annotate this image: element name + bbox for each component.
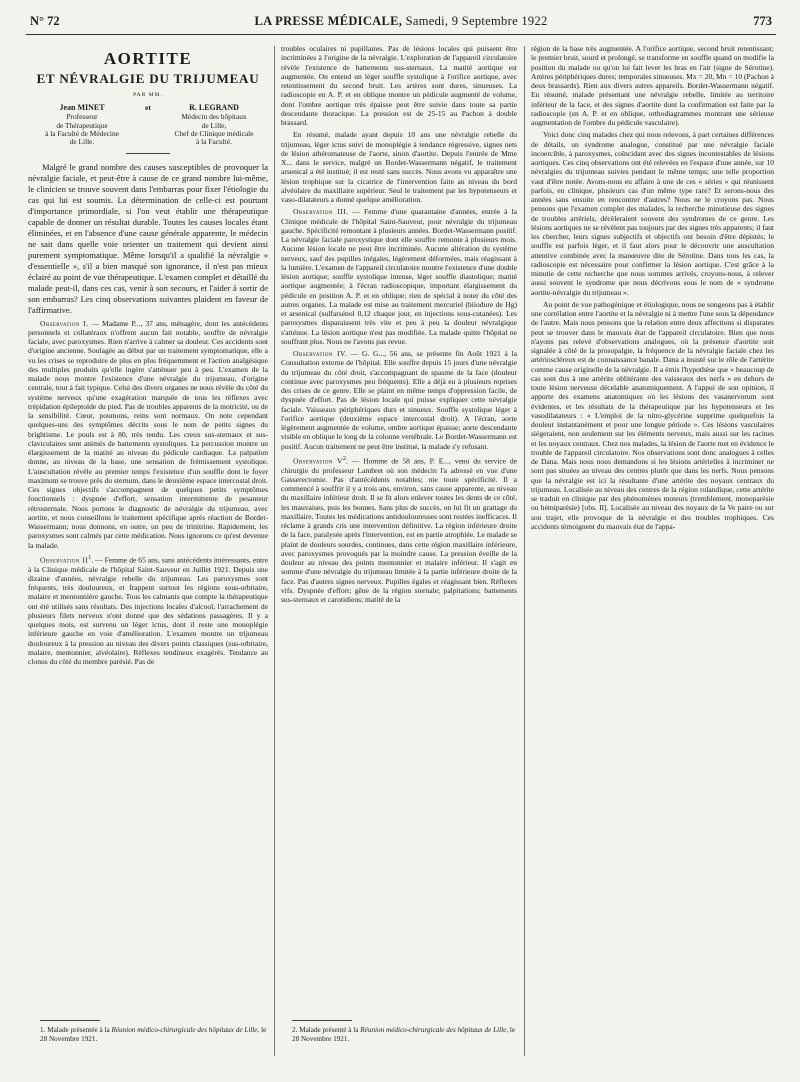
author-name: Jean MINET: [59, 103, 105, 113]
footnote-text: 2. Malade présenté à la: [292, 1026, 361, 1034]
observation-label: Observation III.: [293, 207, 349, 217]
issue-date: Samedi, 9 Septembre 1922: [405, 14, 548, 28]
observation-4: [281, 349, 517, 451]
author-title-line: Chef de Clinique médicale: [174, 128, 254, 138]
journal-name: LA PRESSE MÉDICALE,: [254, 14, 403, 28]
by-line: PAR MM.: [133, 92, 163, 98]
footnote-rule: [40, 1020, 100, 1021]
page-number: 773: [753, 14, 772, 28]
column-2: [281, 44, 517, 1074]
author-title-line: à la Faculté de Médecine: [45, 128, 119, 138]
observation-label: Observation I.: [40, 318, 89, 328]
observation-1: [28, 319, 268, 550]
observation-text: . — Homme de 58 ans, P. E..., venu du service de chirurgie du professeur Lambret où son médecin l'a adressé en vue d'une Gasserectomie. Pas d'antécédents notables; nie toute spécificité. Il a commencé à souffrir il y a trois ans, environ, sans cause apparente, au niveau du maxillaire inférieur droit. Il se fit alors enlever toutes les dents de ce côté, les mauvaises, puis les bonnes. Sans plus de succès, on lui fit un grattage du maxillaire. Toutes les médications antidouloureuses sont restées inefficaces. Il réclame à grands cris une intervention définitive. La région inférieure droite de la face, paralysée après l'intervention, est en partie atrophiée. Le malade se plaint de douleurs sourdes, continues, dans cette région maxillaire inférieure, avec paroxysmes provoqués par la moindre cause. La pression éveille de la douleur au niveau des points mentonnier et malaire inférieur. Il s'agit en somme d'une névralgie du trijumeau limitée à la partie inférieure droite de la face. Pas d'autres signes nerveux. Pupilles égales et réagissant bien. Réflexes vifs. Dyspnée d'effort; gêne de la région sternale; palpitations; battements sus-sternaux et carotidiens; matité de la: [281, 456, 517, 605]
author-title-line: Médecin des hôpitaux: [181, 112, 247, 122]
article-subtitle: ET NÉVRALGIE DU TRIJUMEAU: [36, 71, 260, 86]
footnote-venue: Réunion médico-chirurgicale des hôpitaux de Lille: [111, 1026, 258, 1034]
title-rule: [126, 153, 170, 154]
discussion-paragraph: Voici donc cinq malades chez qui nous relevons, à part certaines différences de détails, un syndrome analogue, constitué par une névralgie faciale incoercible, à paroxysmes, coïncidant avec des signes incontestables de lésions aortiques. Ces cinq observations ont été relevées en l'espace d'une année, sur 10 névralgies du trijumeau suivies pendant le même temps; une telle proportion vaut d'être notée. Avons-nous eu affaire à une de ces « séries » qui réunissent parfois, en clinique, plusieurs cas d'un même type rare? Et serons-nous des années sans ensuite en rencontrer d'autres? Nous ne le croyons pas. Nous pensons que l'examen complet des malades, la recherche minutieuse des signes de troubles artériels, décèleraient souvent des syndromes de ce genre. Les lésions aortiques ne se révèlent pas toujours par des signes très apparents; il faut les chercher, leurs signes subjectifs et objectifs ont besoin d'être dépistés; le souffle est parfois léger, et il faut alors pour le découvrir une auscultation attentive combinée avec la manœuvre dite de Sérotine. Dans tous les cas, la radioscopie est nécessaire pour confirmer la lésion aortique. C'est grâce à la minutie de cette recherche que nous sommes arrivés, croyons-nous, à relever aussi souvent le syndrome que nous décrivons sous le nom de « syndrome aortite-névralgie du trijumeau ».: [531, 130, 774, 297]
footnote-marker: 2: [342, 454, 347, 462]
introduction: [28, 162, 268, 315]
footnote-venue: Réunion médico-chirurgicale des hôpitaux de Lille: [360, 1026, 507, 1034]
footnote-text: 1. Malade présentée à la: [40, 1026, 112, 1034]
page-header: [26, 14, 776, 35]
author-name: R. LEGRAND: [189, 103, 239, 113]
footnote-rule: [292, 1020, 352, 1021]
column-divider: [524, 46, 525, 1056]
paragraph: troubles oculaires ni pupillaires. Pas de lésions locales qui puissent être incriminées à l'origine de la névralgie. L'exploration de l'appareil circulatoire révèle l'existence de battements sus-sternaux. La matité aortique est augmentée. On entend un léger souffle systolique à l'orifice aortique, avec retentissement du second bruit. Les artères sont dures, sinueuses. La radioscopie en A. P. et en oblique montre un pédicule augmenté de volume, dont l'ombre aortique très épaisse peut être suivie dans toute sa partie descendante thoracique. La pression est de 25-15 au Pachon à double brassard.: [281, 44, 517, 127]
author-title-line: de Thérapeutique: [56, 120, 108, 130]
discussion-paragraph: Au point de vue pathogénique et étiologique, nous ne songeons pas à établir une corrélation entre l'aortite et la névralgie ni à mettre l'une sous la dépendance de l'autre. Mais nous pensons que la relation entre deux affections si disparates peut se trouver dans le mauvais état de l'appareil circulatoire. Bien que nous n'ayons pas relevé d'observations analogues, où la présence d'aortite soit signalée à côté de la prosopalgie, la fréquence de la névralgie faciale chez les artérioscléreux est de connaissance banale. Dana a insisté sur le rôle de l'artérite comme cause originelle de la névralgie. Il a émis l'hypothèse que « beaucoup de cas sont dus à une artérite oblitérante des vaisseaux des nerfs » en dehors de toute lésion nerveuse décelable anatomiquement. A l'appui de son opinion, il apporte des examens anatomiques où les lésions des vasanervorum sont évidentes, et les résultats de la thérapeutique par les hypotenseurs et les vasodilatateurs : « L'emploi de la nitro-glycérine supprime quelquefois la douleur instantanément et pour une longue période ». Ces lésions vasculaires siégeraient, non seulement sur les éléments nerveux, mais aussi sur les racines et les noyaux centraux. Chez nos malades, la lésion de l'aorte met en évidence le trouble de l'appareil circulatoire. Nos observations sont donc analogues à celles de Dana. Mais nous nous demandons si les lésions artérielles à incriminer ne sont pas situées au niveau des centres plutôt que dans les nerfs. Nous pensons que la névralgie est ici la résultante d'une artérite des noyaux centraux du trijumeau. Localisée au niveau des centres de la région rolandique, cette artérite se traduit en clinique par des phénomènes moteurs (tremblement, monoparésie ou hémiparésie) [obs. II]. Localisée au niveau des noyaux de la Ve paire ou sur son trajet, elle provoque de la névralgie et des troubles trophiques. Ces accidents témoignent du mauvais état de l'appa-: [531, 299, 774, 531]
footnote-1: [40, 1026, 270, 1044]
paragraph: région de la base très augmentée. A l'orifice aortique, second bruit retentissant; le premier bruit, sourd et prolongé, se transforme en souffle quand on modifie la position du malade ou qu'on lui fait lever les bras en l'air (signe de Sérotine). Artères périphériques dures; temporales sinueuses. Mx = 20, Mn = 10 (Pachon à deux brassards). Rien aux divers autres appareils. Bordet-Wassermann négatif. En résumé, malade présentant une névralgie rebelle, limitée au territoire inférieur de la face, et des signes d'aortite dont la confirmation est faite par la radioscopie (en A. P. et en oblique, orthodiagrammes montrant une sérieuse augmentation de l'ombre du pédicule vasculaire).: [531, 44, 774, 127]
column-3: [531, 44, 774, 1074]
observation-label: Observation II: [40, 555, 89, 565]
author-legrand: [160, 104, 268, 146]
author-conjunction: et: [145, 103, 151, 113]
footnote-text: , le 28 Novembre 1921.: [292, 1026, 516, 1043]
footnote-2: [292, 1026, 517, 1044]
authors-block: [28, 104, 268, 146]
footnote-marker: 1: [88, 553, 92, 561]
observation-label: Observation V: [293, 456, 343, 466]
author-title-line: de Lille.: [69, 137, 95, 147]
footnote-text: , le 28 Novembre 1921.: [40, 1026, 267, 1043]
observation-text: — Femme d'une quarantaine d'années, entrée à la Clinique médicale de l'hôpital Saint-Sauveur, pour névralgie du trijumeau gauche. Spécificité remontant à plusieurs années. Bordet-Wassermann positif. La névralgie faciale paroxystique dont elle souffre remonte à plusieurs mois. Aucune lésion locale ne peut être incriminée. Aucune altération du système nerveux, sauf des pupilles inégales, légèrement déformées, mais réagissant à la lumière. L'examen de l'appareil circulatoire montre l'existence d'une double lésion aortique; souffle systolique intense, léger souffle diastolique; matité aortique augmentée; à l'écran radioscopique, important élargissement du pédicule en position A. P. et en oblique; rien de spécial à noter du côté des autres organes. La malade est mise au traitement mercuriel (biiodure de Hg) et arsenical (sulfarsénol 0,12 chaque jour, en injections sous-cutanées). Les paroxysmes disparaissent très vite et peu à peu la douleur névralgique s'atténue. La lésion aortique n'est pas modifiée. La malade quitte l'hôpital ne souffrant plus. Nous ne l'avons pas revue.: [281, 207, 517, 346]
column-divider: [274, 46, 275, 1056]
journal-title-line: [26, 14, 776, 29]
observation-label: Observation IV.: [293, 349, 348, 358]
article-title: AORTITE: [103, 49, 193, 68]
intro-paragraph: Malgré le grand nombre des causes susceptibles de provoquer la névralgie faciale, et peut-être à cause de ce grand nombre lui-même, le clinicien se trouve souvent dans l'embarras pour fixer l'étiologie du cas qui lui est soumis. La détermination de celle-ci est pourtant d'importance primordiale, si l'on veut établir une thérapeutique capable de donner un résultat durable. Toutes les causes locales étant éliminées, et en l'absence d'une cause générale apparente, le médecin ne sait dans quelle voie orienter un traitement qui devient ainsi purement symptomatique. Même lorsqu'il a qualifié la névralgie « d'essentielle », s'il a bien masqué son ignorance, il n'est pas mieux éclairé au point de vue thérapeutique. L'examen complet et détaillé du malade peut-il, dans ces cas, venir à son secours, et l'aider à sortir de son embarras? Les cinq observations suivantes plaident en faveur de l'affirmative.: [28, 162, 268, 315]
issue-number: N° 72: [30, 14, 60, 28]
author-minet: [28, 104, 136, 146]
observation-3: [281, 207, 517, 346]
author-title-line: Professeur: [66, 112, 98, 122]
observation-2: [28, 553, 268, 667]
observation-text: — G. G..., 56 ans, se présente fin Août 1921 à la Consultation externe de l'hôpital. Elle souffre depuis 15 jours d'une névralgie du trijumeau du côté droit, s'accompagnant de spasme de la face (douleur continue avec paroxysmes peu fréquents). Elle a déjà eu à plusieurs reprises des crises de ce genre. Elle se plaint en même temps d'oppression facile, de dyspnée d'effort. Pas de lésion locale qui puisse expliquer cette névralgie faciale. Vaisseaux périphériques durs et sinueux. Souffle systolique léger à l'orifice aortique (deuxième espace intercostal droit). A l'écran, aorte légèrement augmentée de volume, ombre aortique épaisse; aorte descendante visible en oblique le long de la colonne vertébrale. Le Bordet-Wassermann est positif. Aucun traitement ne peut être institué, la malade s'y refusant.: [281, 349, 517, 451]
author-title-line: de Lille,: [201, 120, 227, 130]
observation-text: . — Femme de 65 ans, sans antécédents intéressants, entre à la Clinique médicale de l'hôpital Saint-Sauveur en Juillet 1921. Depuis une dizaine d'années, névralgie rebelle du trijumeau. Les paroxysmes sont fréquents, très douloureux, et frappent surtout les régions sous-orbitaire, malaire et mentonnière gauche. Tous les calmants que compte la thérapeutique ont été utilisés sans résultats. Des injections locales d'alcool, l'arrachement de plusieurs filets nerveux n'ont donné que des sédations passagères. Il y a quelques mois, est survenu un léger ictus, dont il reste une monoplégie inférieure gauche en voie d'amélioration. L'examen montre un trijumeau douloureux à la pression au niveau des divers points classiques (sus-orbitaire, malaire, mentonnier, alvéolaire). Réflexes tendineux exagérés. Tendance au clonus du côté du membre parésié. Pas de: [28, 555, 268, 667]
column-1: [28, 44, 268, 1074]
observation-5: [281, 454, 517, 605]
observation-text: — Madame P..., 37 ans, ménagère, dont les antécédents personnels et collatéraux n'offrent aucun fait notable, souffre de névralgie faciale, avec paroxysmes. Rien n'arrive à calmer sa douleur. Ces accidents sont d'origine ancienne. Soulagée au début par un traitement symptomatique, elle a vu les crises se reproduire de plus en plus fréquemment et l'action analgésique des multiples produits qu'elle ingère s'atténuer peu à peu. L'examen de la malade nous montre l'existence d'une névralgie du trijumeau, d'origine centrale, tout à fait typique. Celui des divers organes ne nous révèle du côté du système nerveux qu'une exagération marquée de tous les réflexes avec trépidation épileptoïde du pied. Pas de troubles apparents de la motricité, ou de la sensibilité. Cœur, poumons, reins sont normaux. On note cependant quelques-uns des symptômes décrits sous le nom de petits signes du brightisme. Le pouls est à 80, très tendu. Les creux sus-sternaux et sus-claviculaires sont animés de battements systoliques. La percussion montre un élargissement de la matité au niveau du pédicule cardiaque. La palpation donne, au niveau de la base, une sensation de frémissement systolique. L'auscultation révèle au premier temps l'existence d'un souffle dont le foyer maximum se trouve près du sternum, dans le deuxième espace intercostal droit. Ces signes objectifs s'accompagnent de quelques petits symptômes fonctionnels : dyspnée d'effort, sensation intermittente de pesanteur rétrosternale. Nous portons le diagnostic de névralgie du trijumeau, avec aortite, et nous conseillons le traitement spécifique après réaction de Bordet-Wassermann; nous donnons, en outre, un peu de trinitrine. Rapidement, les paroxysmes sont calmés par cette médication. Nous ignorons ce qu'est devenue la malade.: [28, 318, 268, 550]
summary-paragraph: En résumé, malade ayant depuis 10 ans une névralgie rebelle du trijumeau, léger ictus suivi de monoplégie à tendance régressive, signes nets de lésion athéromateuse de l'aorte, sinon d'aortite. Depuis l'entrée de Mme X... dans le service, malgré un Bordet-Wassermann négatif, le traitement arsenical a été institué; il est resté sans succès. Nous avons vu apparaître une lésion trophique sur la cicatrice de l'intervention faite au niveau du bord alvéolaire du maxillaire supérieur. Seul le traitement par les hypotenseurs et vaso-dilatateurs a donné quelque amélioration.: [281, 130, 517, 204]
author-title-line: à la Faculté.: [196, 137, 232, 147]
